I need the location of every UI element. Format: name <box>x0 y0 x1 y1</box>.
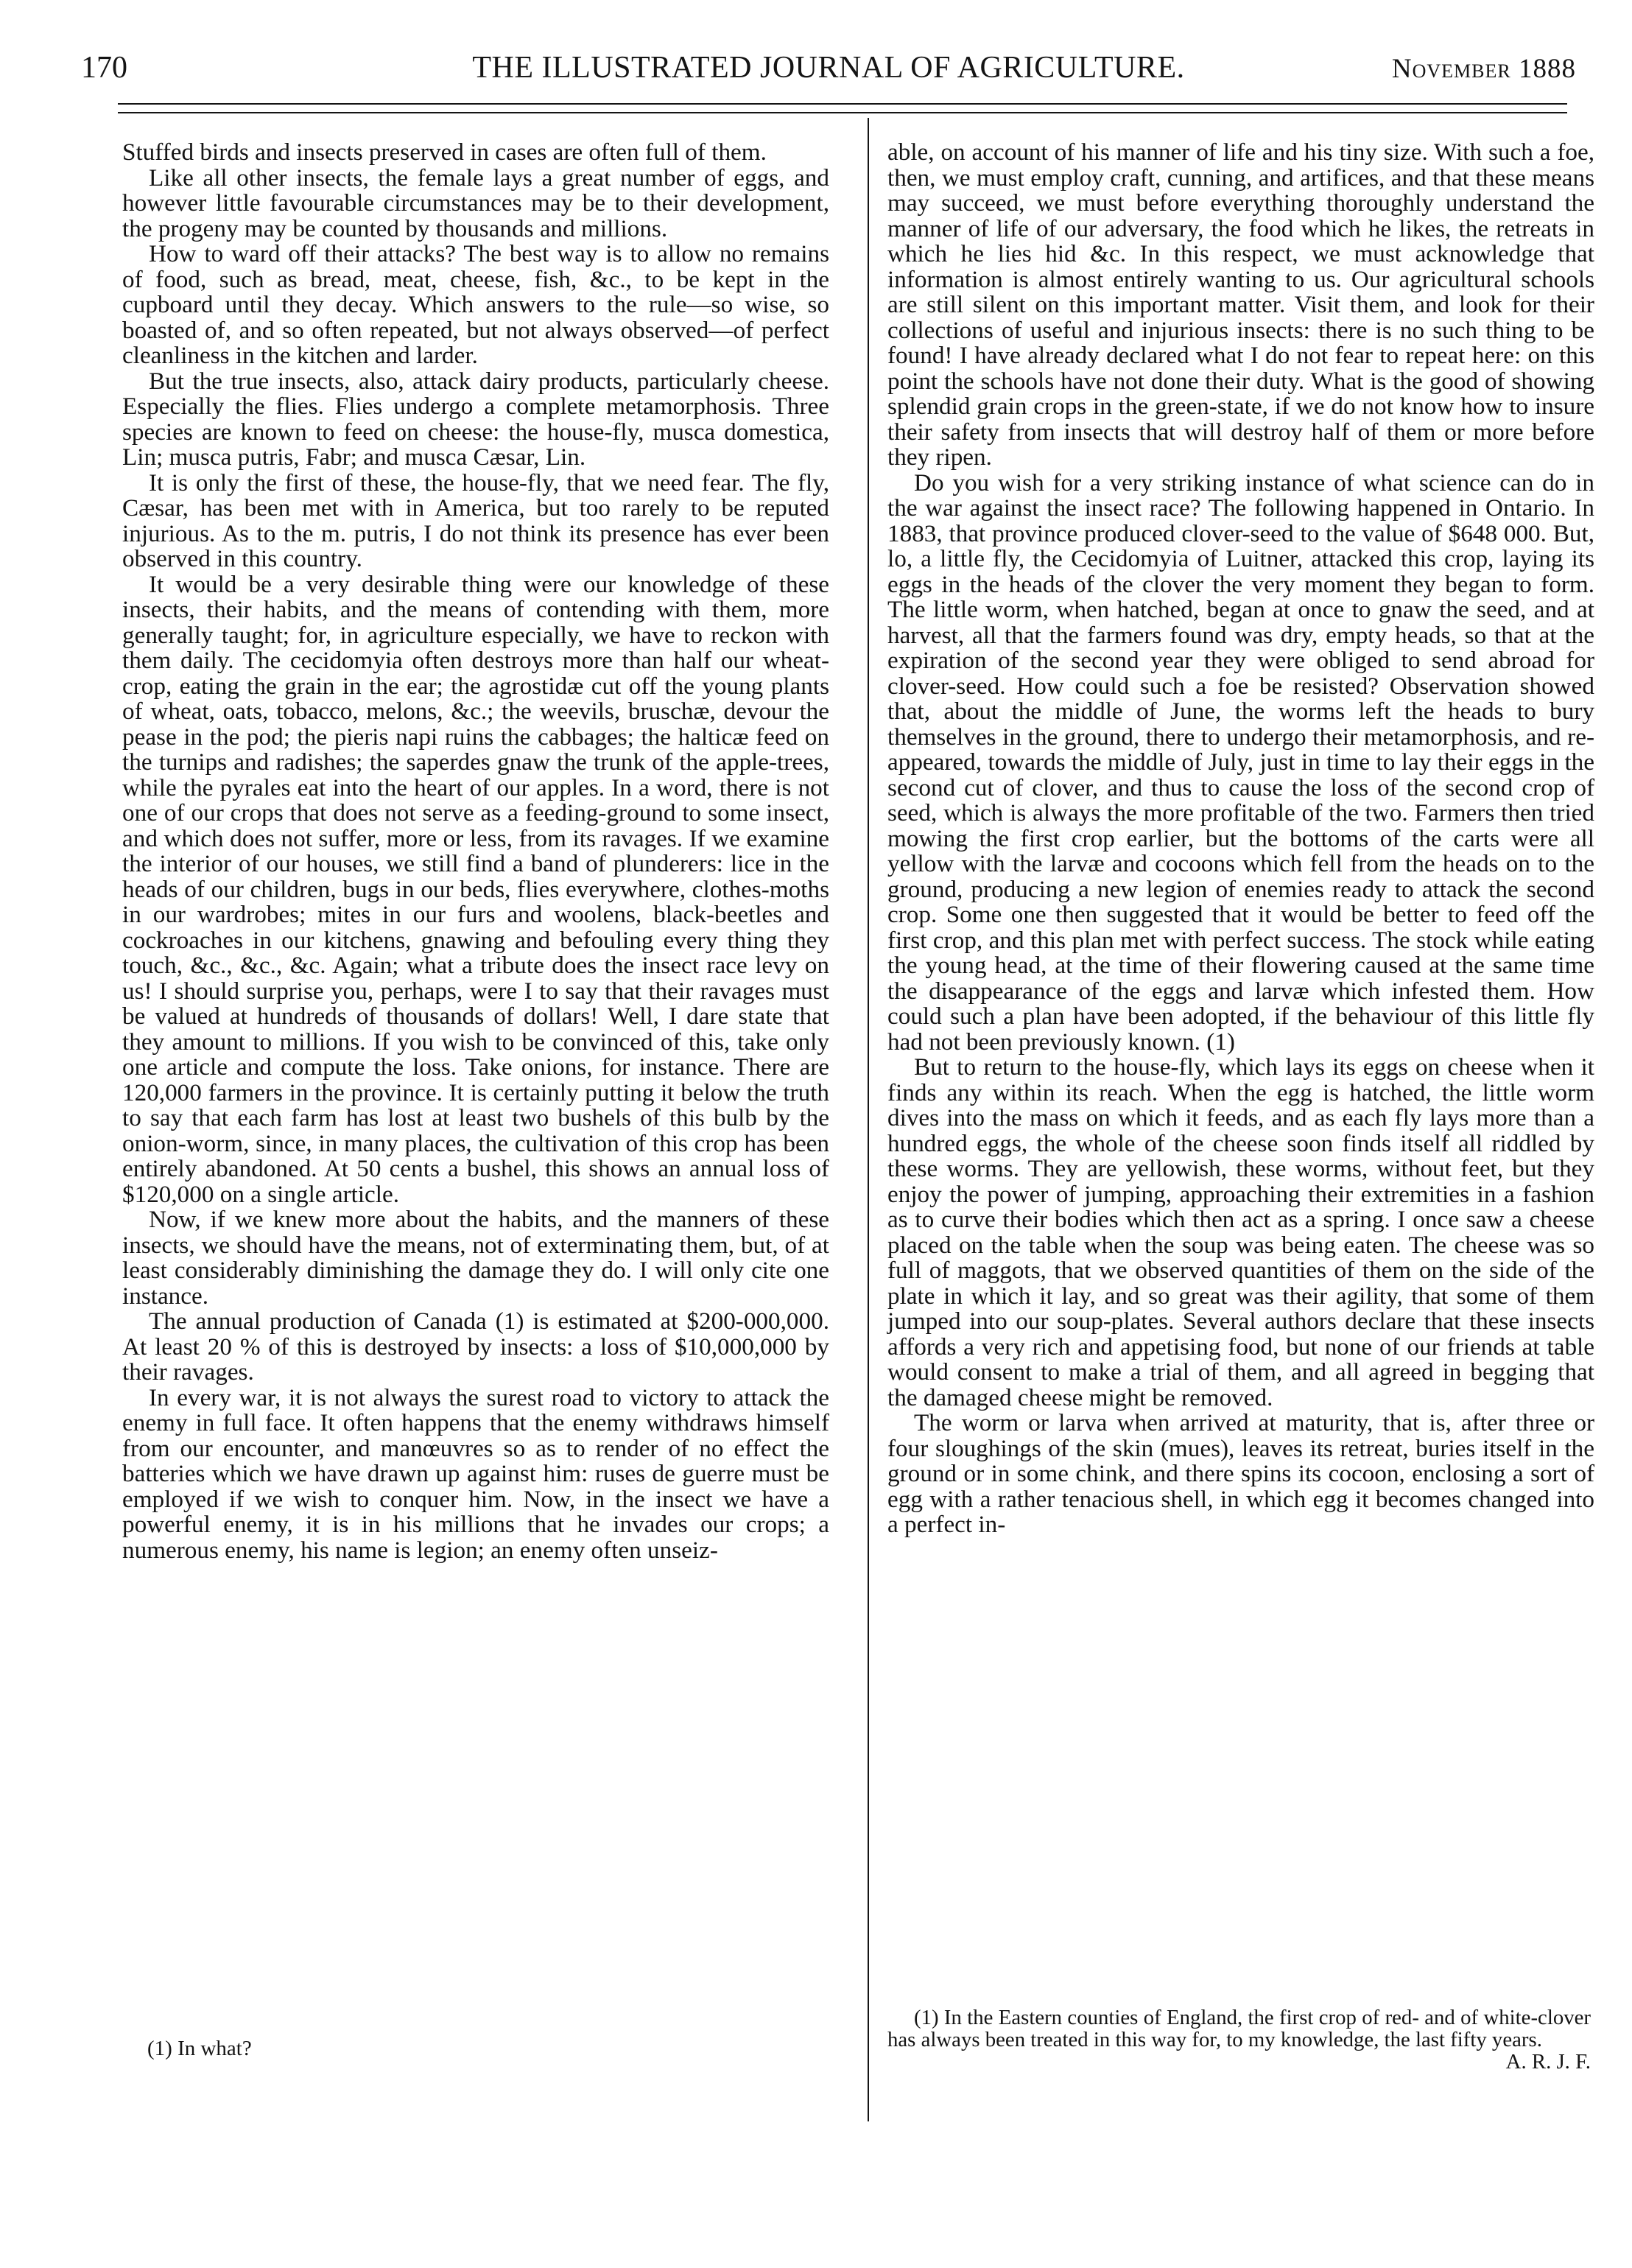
paragraph: How to ward off their attacks? The best way is to allow no remains of food, such as bread, meat, cheese, fish, &c., to be kept in the cupboard until they decay. Which answers to the rule—so wise, so boasted of, and so often repeated, but not always observed—of perfect cleanliness in the kitchen and larder. <box>122 240 829 369</box>
paragraph: In every war, it is not always the surest road to victory to attack the enemy in full face. It often happens that the enemy withdraws himself from our encounter, and manœuvres so as to render of no effect the batteries which we have drawn up against him: ruses de guerre must be employed if we wish to conquer him. Now, in the insect we have a powerful enemy, it is in his millions that he invades our crops; a numerous enemy, his name is legion; an enemy often unseiz- <box>122 1383 829 1564</box>
paragraph: Do you wish for a very striking instance of what science can do in the war against the insect race? The following happened in Ontario. In 1883, that province produced clover-seed to the value of $648 000. But, lo, a little fly, the Cecidomyia of Luitner, attacked this crop, laying its eggs in the heads of the clover the very moment they began to form. The little worm, when hatched, began at once to gnaw the seed, and at harvest, all that the farmers found was dry, empty heads, so that at the expiration of the second year they were obliged to send abroad for clover-seed. How could such a foe be resisted? Observation showed that, about the middle of June, the worms left the heads to bury themselves in the ground, there to undergo their metamorphosis, and re-appeared, towards the middle of July, just in time to lay their eggs in the second cut of clover, and thus to cause the loss of the second crop of seed, which is always the more profitable of the two. Farmers then tried mowing the first crop earlier, but the bottoms of the carts were all yellow with the larvæ and cocoons which fell from the heads on to the ground, producing a new legion of enemies ready to attack the second crop. Some one then suggested that it would be better to feed off the first crop, and this plan met with perfect success. The stock while eating the young head, at the time of their flowering caused at the same time the disappearance of the eggs and larvæ which infested them. How could such a plan have been adopted, if the behaviour of this little fly had not been previously known. (1) <box>887 468 1594 1056</box>
paragraph: But to return to the house-fly, which lays its eggs on cheese when it finds any within its reach. When the egg is hatched, the little worm dives into the mass on which it feeds, and as each fly lays more than a hundred eggs, the whole of the cheese soon finds itself all riddled by these worms. They are yellowish, these worms, without feet, but they enjoy the power of jumping, approaching their extremities in a fashion as to curve their bodies which then act as a spring. I once saw a cheese placed on the table when the soup was being eaten. The cheese was so full of maggots, that we observed quantities of them on the side of the plate in which it lay, and so great was their agility, that some of them jumped into our soup-plates. Several authors declare that these insects affords a very rich and appetising food, but none of our friends at table would consent to make a trial of them, and all agreed in begging that the damaged cheese might be removed. <box>887 1053 1594 1411</box>
footnote-left: (1) In what? <box>147 2037 252 2060</box>
column-divider <box>868 118 869 2121</box>
right-column <box>887 140 1594 1538</box>
footnote-right <box>887 2007 1591 2073</box>
paragraph: Like all other insects, the female lays a great number of eggs, and however little favourable circumstances may be to their development, the progeny may be counted by thousands and millions. <box>122 164 829 242</box>
page-header <box>81 46 1576 97</box>
paragraph: It would be a very desirable thing were our knowledge of these insects, their habits, and the means of contending with them, more generally taught; for, in agriculture especially, we have to reckon with them daily. The cecidomyia often destroys more than half our wheat-crop, eating the grain in the ear; the agrostidæ cut off the young plants of wheat, oats, tobacco, melons, &c.; the weevils, bruschæ, devour the pease in the pod; the pieris napi ruins the cabbages; the halticæ feed on the turnips and radishes; the saperdes gnaw the trunk of the apple-trees, while the pyrales eat into the heart of our apples. In a word, there is not one of our crops that does not serve as a feeding-ground to some insect, and which does not suffer, more or less, from its ravages. If we examine the interior of our houses, we still find a band of plunderers: lice in the heads of our children, bugs in our beds, flies everywhere, clothes-moths in our wardrobes; mites in our furs and woolens, black-beetles and cockroaches in our kitchens, gnawing and befouling every thing they touch, &c., &c., &c. Again; what a tribute does the insect race levy on us! I should surprise you, perhaps, were I to say that their ravages must be valued at hundreds of thousands of dollars! Well, I dare state that they amount to millions. If you wish to be convinced of this, take only one article and compute the loss. Take onions, for instance. There are 120,000 farmers in the province. It is certainly putting it below the truth to say that each farm has lost at least two bushels of this bulb by the onion-worm, since, in many places, the cultivation of this crop has been entirely abandoned. At 50 cents a bushel, this shows an annual loss of $120,000 on a single article. <box>122 570 829 1208</box>
paragraph: But the true insects, also, attack dairy products, particularly cheese. Especially the flies. Flies undergo a complete metamorphosis. Three species are known to feed on cheese: the house-fly, musca domestica, Lin; musca putris, Fabr; and musca Cæsar, Lin. <box>122 367 829 471</box>
footnote-signature: A. R. J. F. <box>1505 2050 1591 2074</box>
footnote-right-text: (1) In the Eastern counties of England, the first crop of red- and of white-clover has always been treated in this way for, to my knowledge, the last fifty years. <box>887 2006 1591 2051</box>
paragraph: It is only the first of these, the house-fly, that we need fear. The fly, Cæsar, has been met with in America, but too rarely to be reputed injurious. As to the m. putris, I do not think its presence has ever been observed in this country. <box>122 468 829 572</box>
left-column <box>122 140 829 1563</box>
header-rule-bottom <box>118 112 1567 113</box>
paragraph: The worm or larva when arrived at maturity, that is, after three or four sloughings of the skin (mues), leaves its retreat, buries itself in the ground or in some chink, and there spins its cocoon, enclosing a sort of egg with a rather tenacious shell, in which egg it becomes changed into a perfect in- <box>887 1409 1594 1538</box>
page-number: 170 <box>81 51 127 85</box>
header-rule-top <box>118 103 1567 105</box>
journal-title: THE ILLUSTRATED JOURNAL OF AGRICULTURE. <box>472 51 1185 85</box>
issue-date: November 1888 <box>1391 54 1576 84</box>
paragraph: able, on account of his manner of life and his tiny size. With such a foe, then, we must employ craft, cunning, and artifices, and that these means may succeed, we must before everything thoroughly understand the manner of life of our adversary, the food which he likes, the retreats in which he lies hid &c. In this respect, we must acknowledge that information is almost entirely wanting to us. Our agricultural schools are still silent on this important matter. Visit them, and look for their collections of useful and injurious insects: there is no such thing to be found! I have already declared what I do not fear to repeat here: on this point the schools have not done their duty. What is the good of showing splendid grain crops in the green-state, if we do not know how to insure their safety from insects that will destroy half of them or more before they ripen. <box>887 138 1594 471</box>
paragraph: The annual production of Canada (1) is estimated at $200-000,000. At least 20 % of this is destroyed by insects: a loss of $10,000,000 by their ravages. <box>122 1307 829 1386</box>
paragraph: Now, if we knew more about the habits, and the manners of these insects, we should have the means, not of exterminating them, but, of at least considerably diminishing the damage they do. I will only cite one instance. <box>122 1206 829 1310</box>
paragraph: Stuffed birds and insects preserved in cases are often full of them. <box>122 138 767 166</box>
